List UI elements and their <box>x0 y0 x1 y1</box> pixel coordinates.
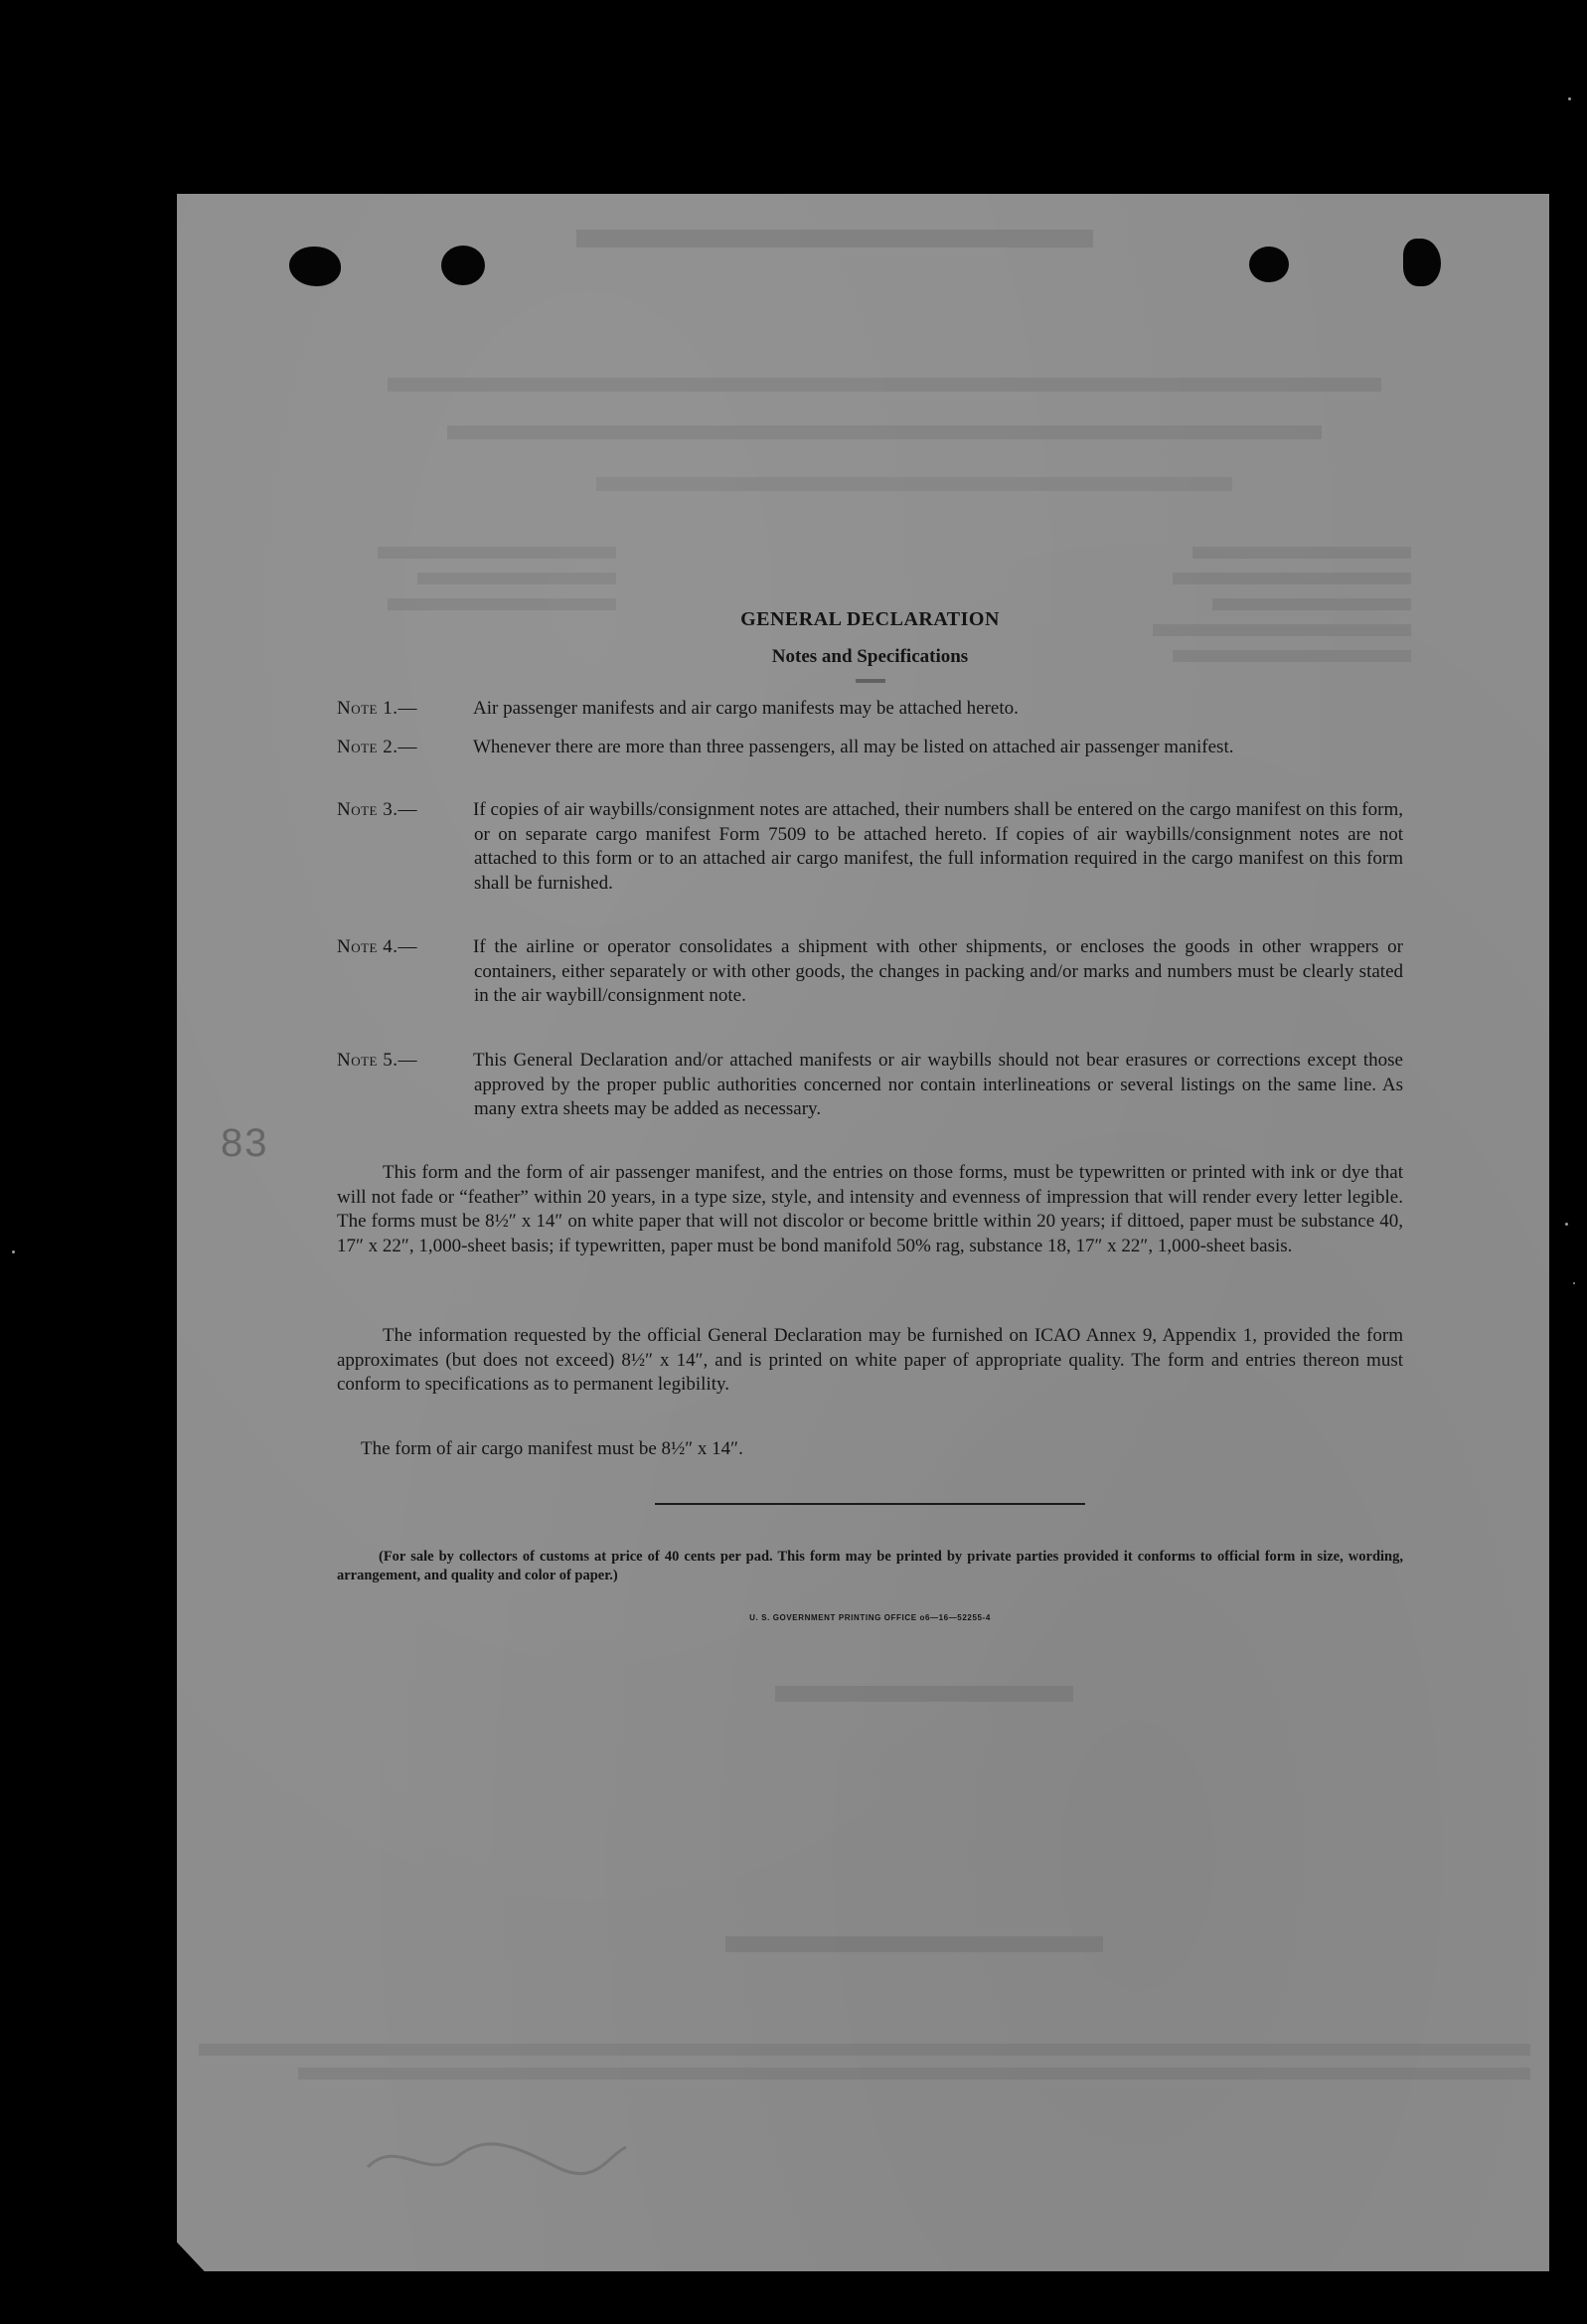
sale-notice: (For sale by collectors of customs at price of 40 cents per pad. This form may be printed by private parties provided it conforms to official form in size, wording, arrangement, and quality and color of paper.) <box>337 1549 1403 1583</box>
bleed-through-text <box>199 2040 1530 2094</box>
bleed-through-signature-shape <box>358 2127 636 2187</box>
bleed-through-text <box>576 224 1093 260</box>
paragraph-icao-annex: The information requested by the official General Declaration may be furnished on ICAO Annex 9, Appendix 1, provided the form approximates (but does not exceed) 8½″ x 14″, and is printed on white paper of appropriate quality. The form and entries thereon must conform to specifications as to permanent legibility. <box>337 1325 1403 1395</box>
dust-speck <box>1565 1223 1568 1226</box>
note-text: This General Declaration and/or attached manifests or air waybills should not bear erasures or corrections except those approved by the proper public authorities concerned nor contain interlineations or several listings on the same line. As many extra sheets may be added as necessary. <box>473 1050 1403 1119</box>
dust-speck <box>1568 97 1571 100</box>
bleed-through-label-shape <box>775 1680 1073 1710</box>
dust-speck <box>1573 1282 1575 1284</box>
bleed-through-lines-shape <box>199 2040 1530 2089</box>
note-text: Air passenger manifests and air cargo manifests may be attached hereto. <box>473 698 1019 719</box>
punch-hole <box>441 246 485 285</box>
note-text: If copies of air waybills/consignment notes are attached, their numbers shall be entered on the cargo manifest on this form, or on separate cargo manifest Form 7509 to be attached hereto. If copies of air waybills/consignment notes are not attached to this form or to an attached air cargo manifest, the full information required in the cargo manifest on this form shall be furnished. <box>473 799 1403 894</box>
note-label: Note 2.— <box>337 737 417 757</box>
bleed-through-text <box>328 378 1381 522</box>
note-text: Whenever there are more than three passengers, all may be listed on attached air passenger manifest. <box>473 737 1234 757</box>
punch-hole <box>289 247 341 286</box>
punch-hole <box>1249 247 1289 282</box>
note-4 <box>337 935 1403 1009</box>
note-5 <box>337 1049 1403 1122</box>
dust-speck <box>12 1250 15 1253</box>
printer-imprint: U. S. GOVERNMENT PRINTING OFFICE o6—16—52255-4 <box>749 1613 991 1622</box>
note-label: Note 3.— <box>337 799 417 820</box>
document-subtitle: Notes and Specifications <box>771 646 969 667</box>
margin-page-number: 83 <box>221 1121 269 1165</box>
ornament-divider <box>856 679 885 683</box>
note-3 <box>337 798 1403 896</box>
bleed-through-lines-shape <box>328 378 1381 517</box>
note-label: Note 4.— <box>337 936 417 957</box>
paragraph-form-requirements: This form and the form of air passenger manifest, and the entries on those forms, must be typewritten or printed with ink or dye that will not fade or “feather” within 20 years, in a type size, style, and intensity and evenness of impression that will render every letter legible. The forms must be 8½″ x 14″ on white paper that will not discolor or become brittle within 20 years; if dittoed, paper must be substance 40, 17″ x 22″, 1,000-sheet basis; if typewritten, paper must be bond manifold 50% rag, substance 18, 17″ x 22″, 1,000-sheet basis. <box>337 1162 1403 1256</box>
note-2 <box>337 736 1403 760</box>
bleed-through-text <box>775 1680 1073 1715</box>
note-text: If the airline or operator consolidates a shipment with other shipments, or encloses the goods in other wrappers or containers, either separately or with other goods, the changes in packing and/or marks and numbers must be clearly stated in the air waybill/consignment note. <box>473 936 1403 1006</box>
note-1 <box>337 697 1403 722</box>
document-title: GENERAL DECLARATION <box>740 608 1000 630</box>
paragraph-cargo-manifest-size: The form of air cargo manifest must be 8½″ x 14″. <box>361 1438 743 1459</box>
punch-hole <box>1403 239 1441 286</box>
bleed-through-label-shape <box>725 1930 1103 1960</box>
bleed-through-heading-shape <box>576 224 1093 253</box>
horizontal-rule <box>655 1503 1085 1505</box>
bleed-through-text <box>725 1930 1103 1965</box>
note-label: Note 1.— <box>337 698 417 719</box>
note-label: Note 5.— <box>337 1050 417 1071</box>
